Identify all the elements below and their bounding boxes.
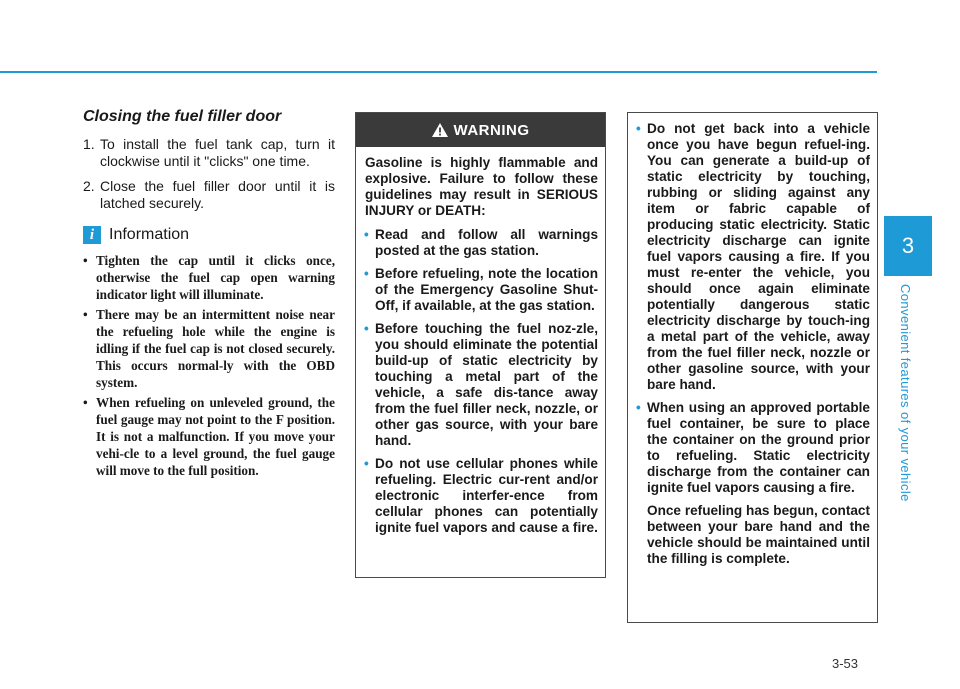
chapter-tab: 3	[884, 216, 932, 276]
list-item: 2. Close the fuel filler door until it is latched securely.	[83, 178, 335, 211]
header-rule	[0, 71, 877, 73]
list-item: • Tighten the cap until it clicks once, otherwise the fuel cap open warning indicator light will illuminate.	[83, 253, 335, 302]
info-icon: i	[83, 226, 101, 244]
warning-list	[365, 227, 598, 536]
list-item: • Read and follow all warnings posted at the gas station.	[364, 227, 598, 258]
warning-body-continued	[628, 113, 877, 567]
warning-box	[355, 112, 606, 578]
warning-triangle-icon	[432, 123, 448, 137]
list-item: • When refueling on unleveled ground, the fuel gauge may not point to the F position. It is not a malfunction. If you move your vehi-cle to a level ground, the fuel gauge will move to the full position.	[83, 395, 335, 478]
list-item: 1. To install the fuel tank cap, turn it clockwise until it "clicks" one time.	[83, 136, 335, 169]
warning-continuation: Once refueling has begun, contact between your bare hand and the vehicle should be maintained until the filling is complete.	[647, 503, 870, 566]
chapter-title: Convenient features of your vehicle	[898, 284, 913, 502]
list-item: • When using an approved portable fuel container, be sure to place the container on the ground prior to refueling. Static electricity discharge from the container can ignite fuel vapors causing a fire.	[636, 400, 870, 495]
warning-body	[356, 147, 605, 536]
info-list	[83, 252, 335, 479]
info-heading	[83, 226, 335, 244]
list-item: • Before refueling, note the location of the Emergency Gasoline Shut-Off, if available, at the gas station.	[364, 266, 598, 313]
info-title: Information	[109, 226, 190, 243]
page-number: 3-53	[832, 656, 859, 671]
section-title: Closing the fuel filler door	[83, 108, 282, 125]
warning-header	[356, 113, 605, 147]
warning-label: WARNING	[453, 121, 530, 139]
list-item: • There may be an intermittent noise near the refueling hole while the engine is idling if the fuel cap is not closed securely. This occurs normal-ly with the OBD system.	[83, 307, 335, 390]
warning-list-continued	[637, 121, 870, 496]
list-item: • Before touching the fuel noz-zle, you should eliminate the potential build-up of static electricity by touching a metal part of the vehicle, a safe dis-tance away from the fuel filler neck, nozzle, or other gas source, with your bare hand.	[364, 321, 598, 448]
list-item: • Do not use cellular phones while refueling. Electric cur-rent and/or electronic interfer-ence from cellular phones can potentially ignite fuel vapors and cause a fire.	[364, 456, 598, 535]
left-column	[83, 108, 335, 482]
steps-list	[83, 136, 335, 212]
list-item: • Do not get back into a vehicle once you have begun refuel-ing. You can generate a build-up of static electricity by touching, rubbing or sliding against any item or fabric capable of producing static electricity. Static electricity discharge can ignite fuel vapors causing a fire. If you must re-enter the vehicle, you should once again eliminate potentially dangerous static electricity discharge by touch-ing a metal part of the vehicle, away from the fuel filler neck, nozzle or other gasoline source, with your bare hand.	[636, 121, 870, 392]
warning-intro: Gasoline is highly flammable and explosive. Failure to follow these guidelines may result in SERIOUS INJURY or DEATH:	[365, 155, 598, 218]
warning-box-continued	[627, 112, 878, 623]
